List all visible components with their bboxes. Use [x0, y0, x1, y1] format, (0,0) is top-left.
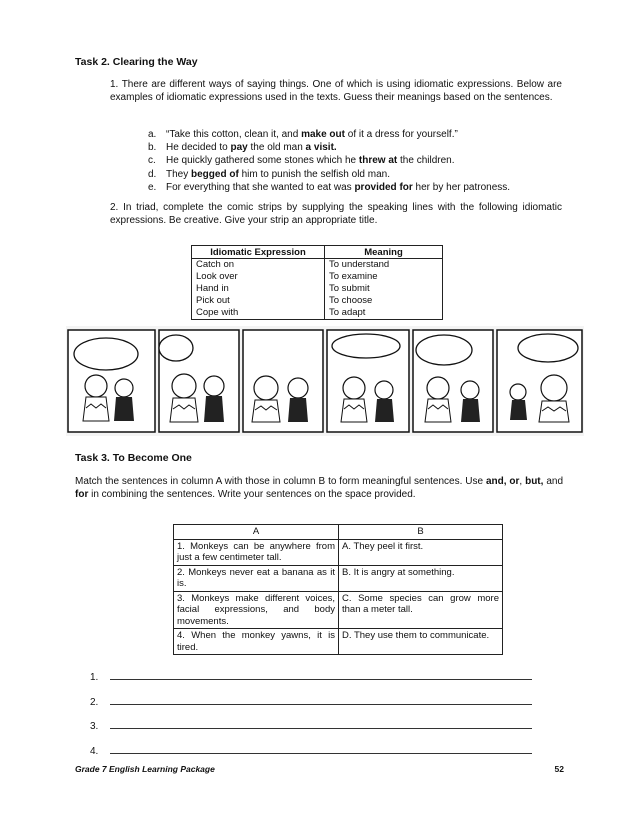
task2-item1: 1. There are different ways of saying things. One of which is using idiomatic expressions. Below are examples of idiomatic expressions used in the texts. Guess their meanings based on the sentences. [110, 79, 562, 103]
idiom-examples-list [148, 128, 568, 194]
example-d: d. They begged of him to punish the selfish old man. [148, 168, 390, 180]
table-row: 4. When the monkey yawns, it is tired. D. They use them to communicate. [174, 629, 503, 655]
task2-item2: 2. In triad, complete the comic strips by supplying the speaking lines with the following idiomatic expressions. Be creative. Give your strip an appropriate title. [110, 202, 562, 226]
page-number: 52 [554, 764, 564, 774]
matching-table [173, 524, 503, 655]
task3-title: Task 3. To Become One [75, 452, 192, 464]
idiom-header: Idiomatic Expression [192, 246, 325, 259]
table-row: 2. Monkeys never eat a banana as it is. B. It is angry at something. [174, 565, 503, 591]
example-c: c. He quickly gathered some stones which he threw at the children. [148, 155, 455, 167]
answer-line-1[interactable]: 1. [90, 670, 532, 683]
task2-title: Task 2. Clearing the Way [75, 56, 198, 68]
table-row: Hand in To submit [192, 283, 443, 295]
comic-panel-4 [327, 330, 409, 432]
comic-panel-2 [159, 330, 239, 432]
example-e: e. For everything that she wanted to eat was provided for her by her patroness. [148, 181, 511, 193]
example-b: b. He decided to pay the old man a visit. [148, 142, 337, 154]
table-row: 3. Monkeys make different voices, facial expressions, and body movements. C. Some species can grow more than a meter tall. [174, 591, 503, 629]
column-a-header: A [174, 525, 339, 540]
example-a: a. “Take this cotton, clean it, and make out of it a dress for yourself.” [148, 129, 458, 140]
comic-panel-5 [413, 330, 493, 432]
answer-line-3[interactable]: 3. [90, 719, 532, 732]
table-row: Cope with To adapt [192, 307, 443, 320]
idiom-table [191, 245, 443, 320]
comic-strip [66, 326, 584, 436]
answer-line-4[interactable]: 4. [90, 744, 532, 757]
comic-panel-6 [497, 330, 582, 432]
table-row: Look over To examine [192, 271, 443, 283]
comic-panel-3 [243, 330, 323, 432]
meaning-header: Meaning [325, 246, 443, 259]
footer-title: Grade 7 English Learning Package [75, 764, 215, 774]
table-row: 1. Monkeys can be anywhere from just a few centimeter tall. A. They peel it first. [174, 539, 503, 565]
task3-instructions: Match the sentences in column A with those in column B to form meaningful sentences. Use and, or, but, and for in combining the sentences. Write your sentences on the space provided. [75, 476, 564, 500]
comic-panel-1 [68, 330, 155, 432]
table-row: Pick out To choose [192, 295, 443, 307]
answer-line-2[interactable]: 2. [90, 695, 532, 708]
table-row: Catch on To understand [192, 259, 443, 272]
column-b-header: B [339, 525, 503, 540]
